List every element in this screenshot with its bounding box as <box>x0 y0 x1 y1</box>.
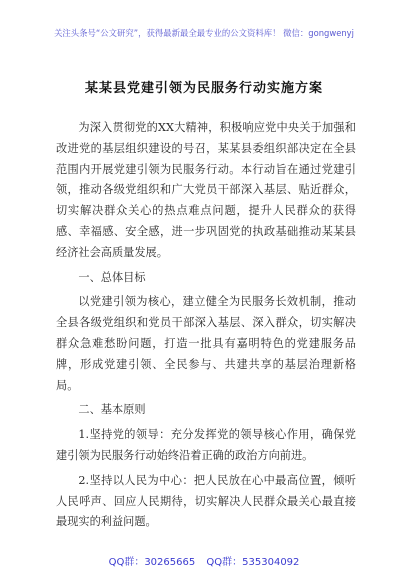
principle-item-1: 1.坚持党的领导：充分发挥党的领导核心作用，确保党建引领为民服务行动始终沿着正确的政治方向前进。 <box>56 428 356 462</box>
footer-contact: QQ群：30265665 QQ群：535304092 <box>108 557 300 568</box>
document-body <box>56 118 356 537</box>
principle-item-2: 2.坚持以人民为中心：把人民放在心中最高位置，倾听人民呼声、回应人民期待，切实解决人民群众最关心最直接最现实的利益问题。 <box>56 473 356 529</box>
intro-paragraph: 为深入贯彻党的XX大精神，积极响应党中央关于加强和改进党的基层组织建设的号召，某某县委组织部决定在全县范围内开展党建引领为民服务行动。本行动旨在通过党建引领，推动各级党组织和广大党员干部深入基层、贴近群众，切实解决群众关心的热点难点问题，提升人民群众的获得感、幸福感、安全感，进一步巩固党的执政基础推动某某县经济社会高质量发展。 <box>56 121 356 259</box>
header-promo-note: 关注头条号“公文研究”，获得最新最全最专业的公文资料库！ 微信：gongwenyj <box>54 28 354 38</box>
section-heading-goals: 一、总体目标 <box>78 270 146 284</box>
document-title: 某某县党建引领为民服务行动实施方案 <box>84 81 323 96</box>
section-heading-principles: 二、基本原则 <box>78 403 146 417</box>
goals-paragraph: 以党建引领为核心，建立健全为民服务长效机制，推动全县各级党组织和党员干部深入基层、深入群众，切实解决群众急难愁盼问题，打造一批具有嘉明特色的党建服务品牌，形成党建引领、全民参与、共建共享的基层治理新格局。 <box>56 295 356 392</box>
